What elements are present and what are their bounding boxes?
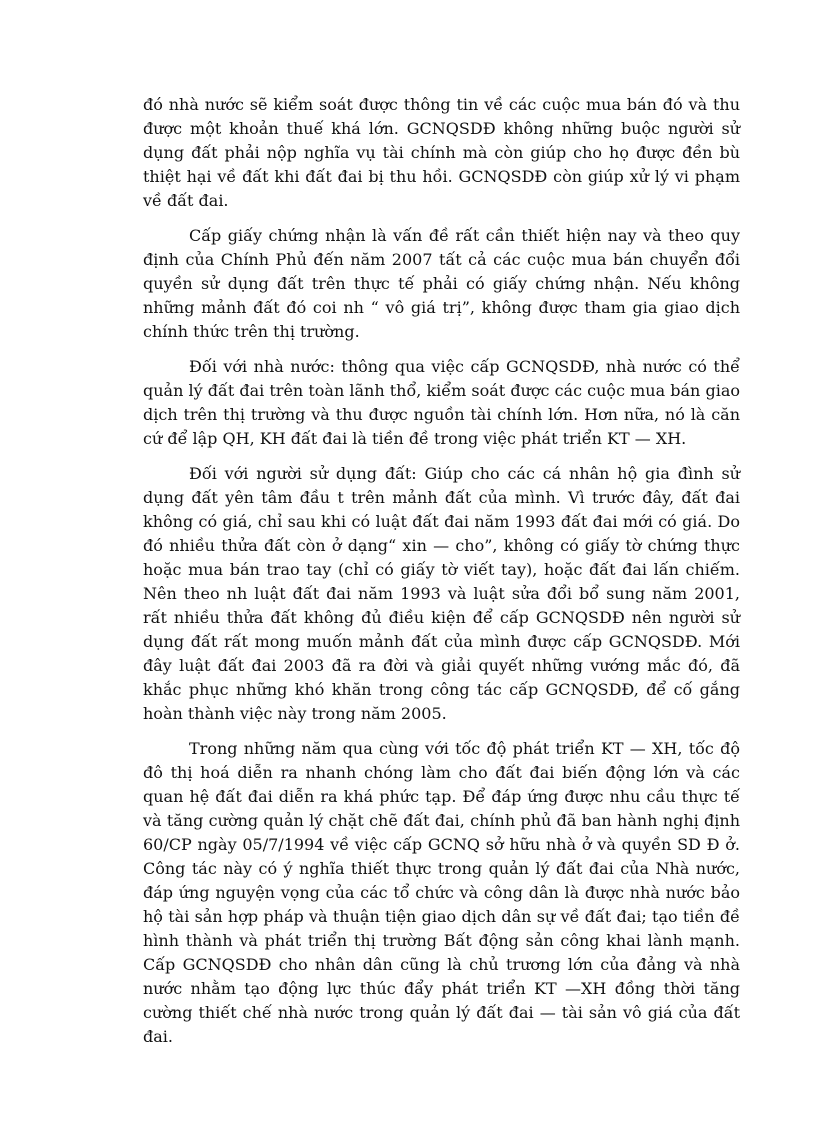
- paragraph-3: Đối với nhà nước: thông qua việc cấp GCNQSDĐ, nhà nước có thể quản lý đất đai trên toàn lãnh thổ, kiểm soát được các cuộc mua bán giao dịch trên thị trường và thu được nguồn tài chính lớn. Hơn nữa, nó là căn cứ để lập QH, KH đất đai là tiền đề trong việc phát triển KT — XH.: [143, 357, 740, 448]
- paragraph-5: Trong những năm qua cùng với tốc độ phát triển KT — XH, tốc độ đô thị hoá diễn ra nhanh chóng làm cho đất đai biến động lớn và các quan hệ đất đai diễn ra khá phức tạp. Để đáp ứng được nhu cầu thực tế và tăng cường quản lý chặt chẽ đất đai, chính phủ đã ban hành nghị định 60/CP ngày 05/7/1994 về việc cấp GCNQ sở hữu nhà ở và quyền SD Đ ở. Công tác này có ý nghĩa thiết thực trong quản lý đất đai của Nhà nước, đáp ứng nguyện vọng của các tổ chức và công dân là được nhà nước bảo hộ tài sản hợp pháp và thuận tiện giao dịch dân sự về đất đai; tạo tiền đề hình thành và phát triển thị trường Bất động sản công khai lành mạnh. Cấp GCNQSDĐ cho nhân dân cũng là chủ trương lớn của đảng và nhà nước nhằm tạo động lực thúc đẩy phát triển KT —XH đồng thời tăng cường thiết chế nhà nước trong quản lý đất đai — tài sản vô giá của đất đai.: [143, 739, 740, 1046]
- paragraph-4: Đối với người sử dụng đất: Giúp cho các cá nhân hộ gia đình sử dụng đất yên tâm đầu t trên mảnh đất của mình. Vì trước đây, đất đai không có giá, chỉ sau khi có luật đất đai năm 1993 đất đai mới có giá. Do đó nhiều thửa đất còn ở dạng“ xin — cho”, không có giấy tờ chứng thực hoặc mua bán trao tay (chỉ có giấy tờ viết tay), hoặc đất đai lấn chiếm. Nên theo nh luật đất đai năm 1993 và luật sửa đổi bổ sung năm 2001, rất nhiều thửa đất không đủ điều kiện để cấp GCNQSDĐ nên người sử dụng đất rất mong muốn mảnh đất của mình được cấp GCNQSDĐ. Mới đây luật đất đai 2003 đã ra đời và giải quyết những vướng mắc đó, đã khắc phục những khó khăn trong công tác cấp GCNQSDĐ, để cố gắng hoàn thành việc này trong năm 2005.: [143, 464, 740, 723]
- paragraph-2: Cấp giấy chứng nhận là vấn đề rất cần thiết hiện nay và theo quy định của Chính Phủ đến năm 2007 tất cả các cuộc mua bán chuyển đổi quyền sử dụng đất trên thực tế phải có giấy chứng nhận. Nếu không những mảnh đất đó coi nh “ vô giá trị”, không được tham gia giao dịch chính thức trên thị trường.: [143, 226, 740, 341]
- document-body: [143, 93, 740, 1060]
- paragraph-1: đó nhà nước sẽ kiểm soát được thông tin về các cuộc mua bán đó và thu được một khoản thuế khá lớn. GCNQSDĐ không những buộc người sử dụng đất phải nộp nghĩa vụ tài chính mà còn giúp cho họ được đền bù thiệt hại về đất khi đất đai bị thu hồi. GCNQSDĐ còn giúp xử lý vi phạm về đất đai.: [143, 95, 740, 210]
